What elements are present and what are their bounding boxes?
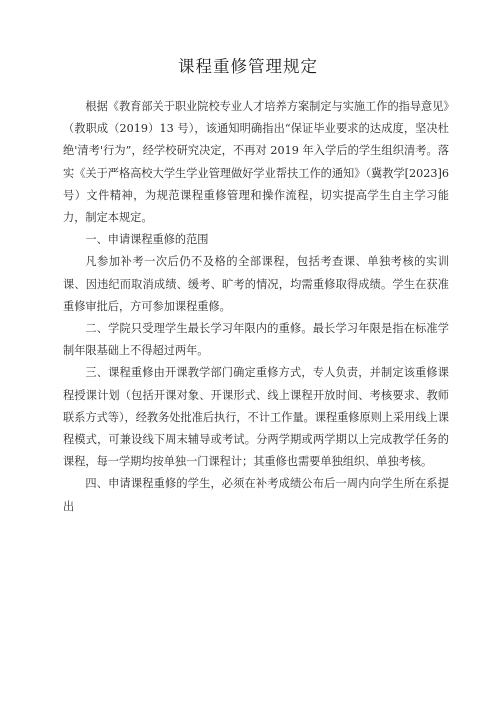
intro-paragraph: 根据《教育部关于职业院校专业人才培养方案制定与实施工作的指导意见》（教职成（2019）13 号），该通知明确指出“保证毕业要求的达成度，坚决杜绝'清考'行为”，经学校研究决定，不再对 2019 年入学后的学生组织清考。落实《关于严格高校大学生学业管理做好学业帮扶工作的通知》（冀教学[2023]6 号）文件精神，为规范课程重修管理和操作流程，切实提高学生自主学习能力，制定本规定。 [63,100,449,225]
section-1-paragraph: 凡参加补考一次后仍不及格的全部课程，包括考查课、单独考核的实训课、因违纪而取消成绩、缓考、旷考的情况，均需重修取得成绩。学生在获准重修审批后，方可参加课程重修。 [63,255,449,313]
section-3-paragraph: 三、课程重修由开课教学部门确定重修方式，专人负责，并制定该重修课程授课计划（包括开课对象、开课形式、线上课程开放时间、考核要求、教师联系方式等），经教务处批准后执行，不计工作量。课程重修原则上采用线上课程模式，可兼设线下周末辅导或考试。分两学期或两学期以上完成教学任务的课程，每一学期均按单独一门课程计；其重修也需要单独组织、单独考核。 [63,366,449,469]
document-body [63,96,449,518]
section-4-paragraph: 四、申请课程重修的学生，必须在补考成绩公布后一周内向学生所在系提出 [63,477,449,513]
document-title: 课程重修管理规定 [178,57,318,76]
section-heading-1: 一、申请课程重修的范围 [85,233,209,247]
section-2-paragraph: 二、学院只受理学生最长学习年限内的重修。最长学习年限是指在标准学制年限基础上不得超过两年。 [63,322,449,358]
